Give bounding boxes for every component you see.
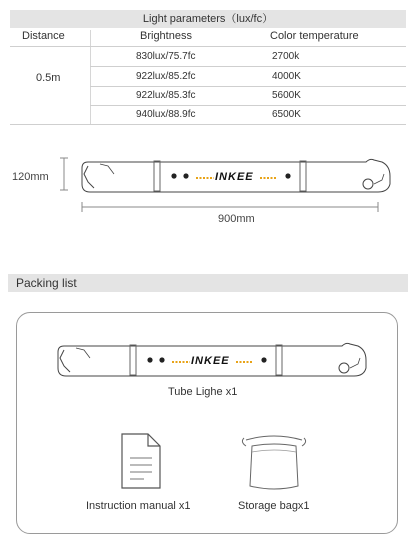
- table-divider: [10, 46, 406, 47]
- column-header-distance: Distance: [22, 30, 65, 42]
- table-divider: [10, 124, 406, 125]
- brightness-value: 922lux/85.3fc: [136, 90, 196, 101]
- instruction-manual-icon: [118, 432, 164, 490]
- length-dimension-label: 900mm: [218, 213, 255, 225]
- distance-value: 0.5m: [36, 72, 61, 84]
- brand-logo: INKEE: [215, 171, 254, 183]
- column-header-brightness: Brightness: [140, 30, 192, 42]
- brightness-value: 922lux/85.2fc: [136, 71, 196, 82]
- table-divider: [90, 105, 406, 106]
- temperature-value: 2700k: [272, 51, 300, 62]
- packing-list-title: Packing list: [8, 274, 408, 292]
- column-header-color-temperature: Color temperature: [270, 30, 359, 42]
- length-dimension-marker: [80, 200, 380, 214]
- table-divider: [90, 66, 406, 67]
- temperature-value: 6500K: [272, 109, 301, 120]
- table-divider: [90, 30, 91, 124]
- light-parameters-title: Light parameters（lux/fc）: [10, 10, 406, 28]
- brightness-value: 830lux/75.7fc: [136, 51, 196, 62]
- table-divider: [90, 86, 406, 87]
- instruction-manual-label: Instruction manual x1: [86, 500, 191, 512]
- temperature-value: 4000K: [272, 71, 301, 82]
- tube-light-label: Tube Lighe x1: [168, 386, 238, 398]
- height-dimension-label: 120mm: [12, 171, 49, 183]
- temperature-value: 5600K: [272, 90, 301, 101]
- brightness-value: 940lux/88.9fc: [136, 109, 196, 120]
- storage-bag-icon: [238, 428, 310, 494]
- brand-logo: INKEE: [191, 355, 230, 367]
- storage-bag-label: Storage bagx1: [238, 500, 310, 512]
